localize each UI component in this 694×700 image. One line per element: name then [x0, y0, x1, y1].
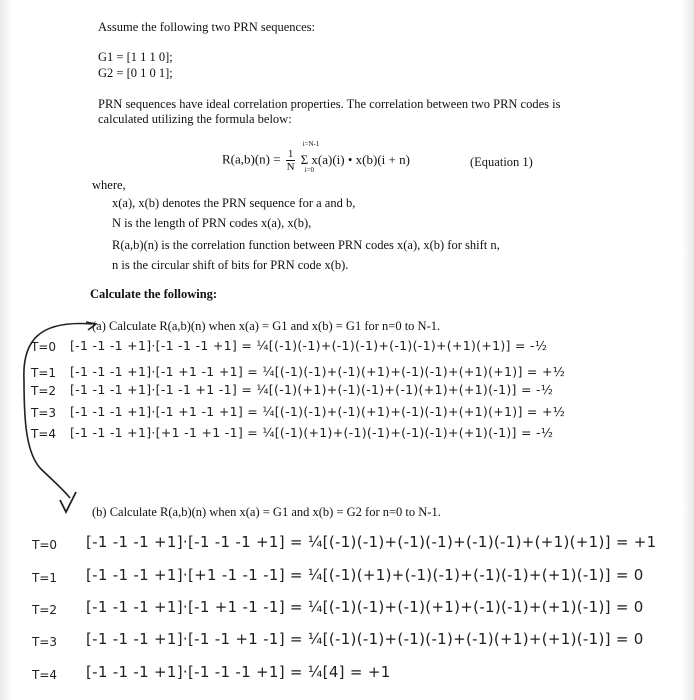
where-label: where, — [92, 178, 126, 192]
sum-upper-limit: i=N-1 — [302, 140, 320, 149]
equation-body: Σ x(a)(i) • x(b)(i + n) — [300, 152, 410, 168]
work-b-line-2: [-1 -1 -1 +1]·[-1 +1 -1 -1] = ¼[(-1)(-1)+(-1)(+1)+(-1)(-1)+(+1)(-1)] = 0 — [86, 598, 644, 616]
page-edge-left — [0, 0, 12, 700]
work-a-line-1: [-1 -1 -1 +1]·[-1 +1 -1 +1] = ¼[(-1)(-1)+(-1)(+1)+(-1)(-1)+(+1)(+1)] = +½ — [70, 364, 566, 379]
equation-label: (Equation 1) — [470, 155, 533, 169]
equation-frac-den: N — [286, 161, 295, 174]
work-b-label-0: T=0 — [32, 538, 58, 552]
equation-frac-num: 1 — [287, 148, 294, 160]
paragraph-line-1: PRN sequences have ideal correlation properties. The correlation between two PRN codes is — [98, 97, 561, 111]
definition-4: n is the circular shift of bits for PRN code x(b). — [112, 258, 349, 272]
equation-1 — [222, 140, 410, 175]
work-b-line-4: [-1 -1 -1 +1]·[-1 -1 -1 +1] = ¼[4] = +1 — [86, 663, 391, 681]
work-b-label-1: T=1 — [32, 571, 58, 585]
work-b-line-1: [-1 -1 -1 +1]·[+1 -1 -1 -1] = ¼[(-1)(+1)+(-1)(-1)+(-1)(-1)+(+1)(-1)] = 0 — [86, 566, 644, 584]
definition-1: x(a), x(b) denotes the PRN sequence for a and b, — [112, 196, 356, 210]
work-a-line-2: [-1 -1 -1 +1]·[-1 -1 +1 -1] = ¼[(-1)(+1)+(-1)(-1)+(-1)(+1)+(+1)(-1)] = -½ — [70, 382, 554, 397]
checkmark-icon — [60, 492, 76, 512]
work-b-label-4: T=4 — [32, 668, 58, 682]
calculate-heading: Calculate the following: — [90, 287, 218, 301]
work-a-label-3: T=3 — [31, 406, 57, 420]
equation-lhs: R(a,b)(n) = — [222, 151, 281, 167]
work-a-label-1: T=1 — [31, 366, 57, 380]
work-a-label-2: T=2 — [31, 384, 57, 398]
part-b-prompt: (b) Calculate R(a,b)(n) when x(a) = G1 and x(b) = G2 for n=0 to N-1. — [92, 505, 441, 519]
work-b-label-3: T=3 — [32, 635, 58, 649]
definition-3: R(a,b)(n) is the correlation function between PRN codes x(a), x(b) for shift n, — [112, 238, 500, 252]
work-b-line-3: [-1 -1 -1 +1]·[-1 -1 +1 -1] = ¼[(-1)(-1)+(-1)(-1)+(-1)(+1)+(+1)(-1)] = 0 — [86, 630, 644, 648]
work-a-line-4: [-1 -1 -1 +1]·[+1 -1 +1 -1] = ¼[(-1)(+1)+(-1)(-1)+(-1)(-1)+(+1)(-1)] = -½ — [70, 425, 554, 440]
work-a-line-0: [-1 -1 -1 +1]·[-1 -1 -1 +1] = ¼[(-1)(-1)+(-1)(-1)+(-1)(-1)+(+1)(+1)] = -½ — [70, 338, 548, 353]
g1-sequence: G1 = [1 1 1 0]; — [98, 50, 173, 64]
definition-2: N is the length of PRN codes x(a), x(b), — [112, 216, 312, 230]
paragraph-line-2: calculated utilizing the formula below: — [98, 112, 292, 126]
page-edge-right — [682, 0, 694, 700]
work-a-label-0: T=0 — [31, 340, 57, 354]
work-a-label-4: T=4 — [31, 427, 57, 441]
g2-sequence: G2 = [0 1 0 1]; — [98, 66, 173, 80]
sum-block — [300, 140, 410, 175]
intro-text: Assume the following two PRN sequences: — [98, 20, 315, 34]
equation-fraction — [286, 148, 296, 173]
sum-lower-limit: i=0 — [304, 166, 314, 175]
work-a-line-3: [-1 -1 -1 +1]·[-1 +1 -1 +1] = ¼[(-1)(-1)+(-1)(+1)+(-1)(-1)+(+1)(+1)] = +½ — [70, 404, 566, 419]
work-b-label-2: T=2 — [32, 603, 58, 617]
work-b-line-0: [-1 -1 -1 +1]·[-1 -1 -1 +1] = ¼[(-1)(-1)+(-1)(-1)+(-1)(-1)+(+1)(+1)] = +1 — [86, 533, 657, 551]
part-a-prompt: (a) Calculate R(a,b)(n) when x(a) = G1 and x(b) = G1 for n=0 to N-1. — [92, 319, 441, 333]
